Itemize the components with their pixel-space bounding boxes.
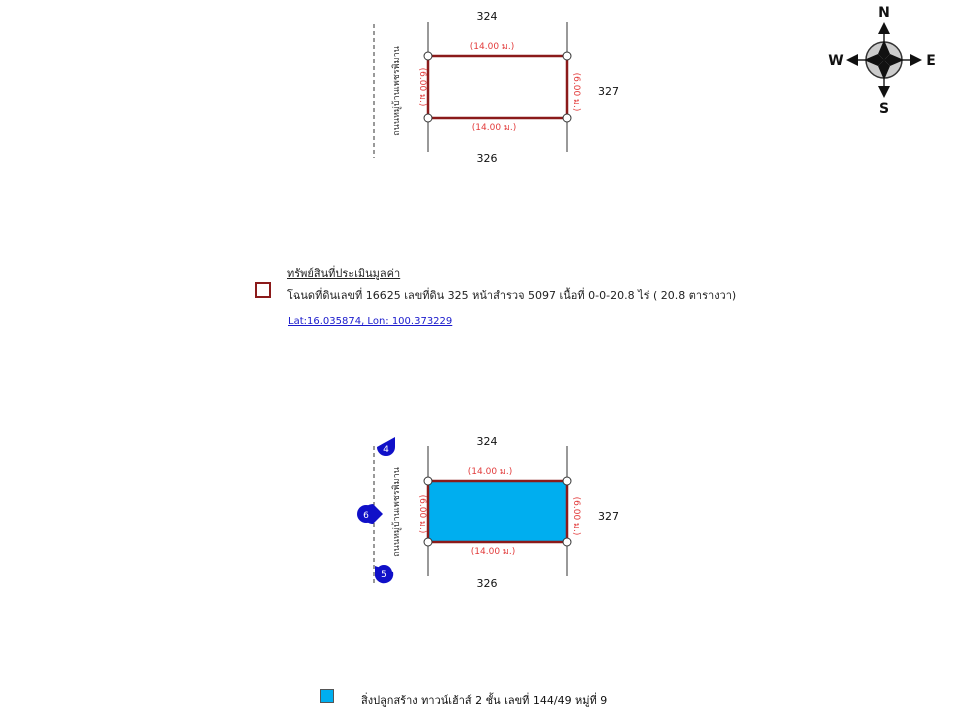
dim-bottom: (14.00 ม.) [471,123,517,133]
svg-text:4: 4 [383,445,389,455]
legend-description: โฉนดที่ดินเลขที่ 16625 เลขที่ดิน 325 หน้าสำรวจ 5097 เนื้อที่ 0-0-20.8 ไร่ ( 20.8 ตารางวา) [287,289,737,302]
dim-bottom: (14.00 ม.) [470,547,516,557]
parcel-south-label: 326 [476,152,498,165]
bottom-plan [357,435,619,590]
corner-point [563,477,571,485]
dim-left: (6.00 ม.) [417,67,427,107]
parcel-east-label: 327 [598,85,619,98]
photo-marker-6[interactable] [357,504,383,524]
legend-title: ทรัพย์สินที่ประเมินมูลค่า [287,267,401,280]
dim-right: (6.00 ม.) [571,72,581,112]
corner-point [424,538,432,546]
photo-marker-5[interactable] [375,565,393,583]
corner-point [563,52,571,60]
compass-e: E [926,53,936,69]
legend-parcel-swatch [255,282,271,298]
dim-top: (14.00 ม.) [469,42,515,52]
dim-right: (6.00 ม.) [571,496,581,536]
compass-n: N [878,5,890,21]
parcel-south-label: 326 [476,577,498,590]
corner-point [563,114,571,122]
parcel-north-label: 324 [476,435,498,448]
corner-point [424,52,432,60]
coordinates-link[interactable]: Lat:16.035874, Lon: 100.373229 [288,316,453,327]
road-label: ถนนหมู่บ้านเพชรพิมาน [392,46,402,136]
corner-point [424,477,432,485]
dim-top: (14.00 ม.) [467,467,513,477]
parcel-outline [428,56,567,118]
corner-point [563,538,571,546]
svg-text:5: 5 [381,570,387,580]
parcel-east-label: 327 [598,510,619,523]
corner-point [424,114,432,122]
svg-text:6: 6 [363,511,369,521]
compass-rose-icon [828,5,936,117]
top-plan [374,10,619,165]
compass-s: S [878,101,890,117]
building-legend-text: สิ่งปลูกสร้าง ทาวน์เฮ้าส์ 2 ชั้น เลขที่ 144/49 หมู่ที่ 9 [361,694,608,707]
photo-marker-4[interactable] [377,437,395,456]
building-footprint [428,481,567,542]
dim-left: (6.00 ม.) [417,494,427,534]
compass-w: W [828,53,844,69]
parcel-north-label: 324 [476,10,498,23]
building-legend-swatch [320,689,334,703]
road-label: ถนนหมู่บ้านเพชรพิมาน [392,467,402,557]
